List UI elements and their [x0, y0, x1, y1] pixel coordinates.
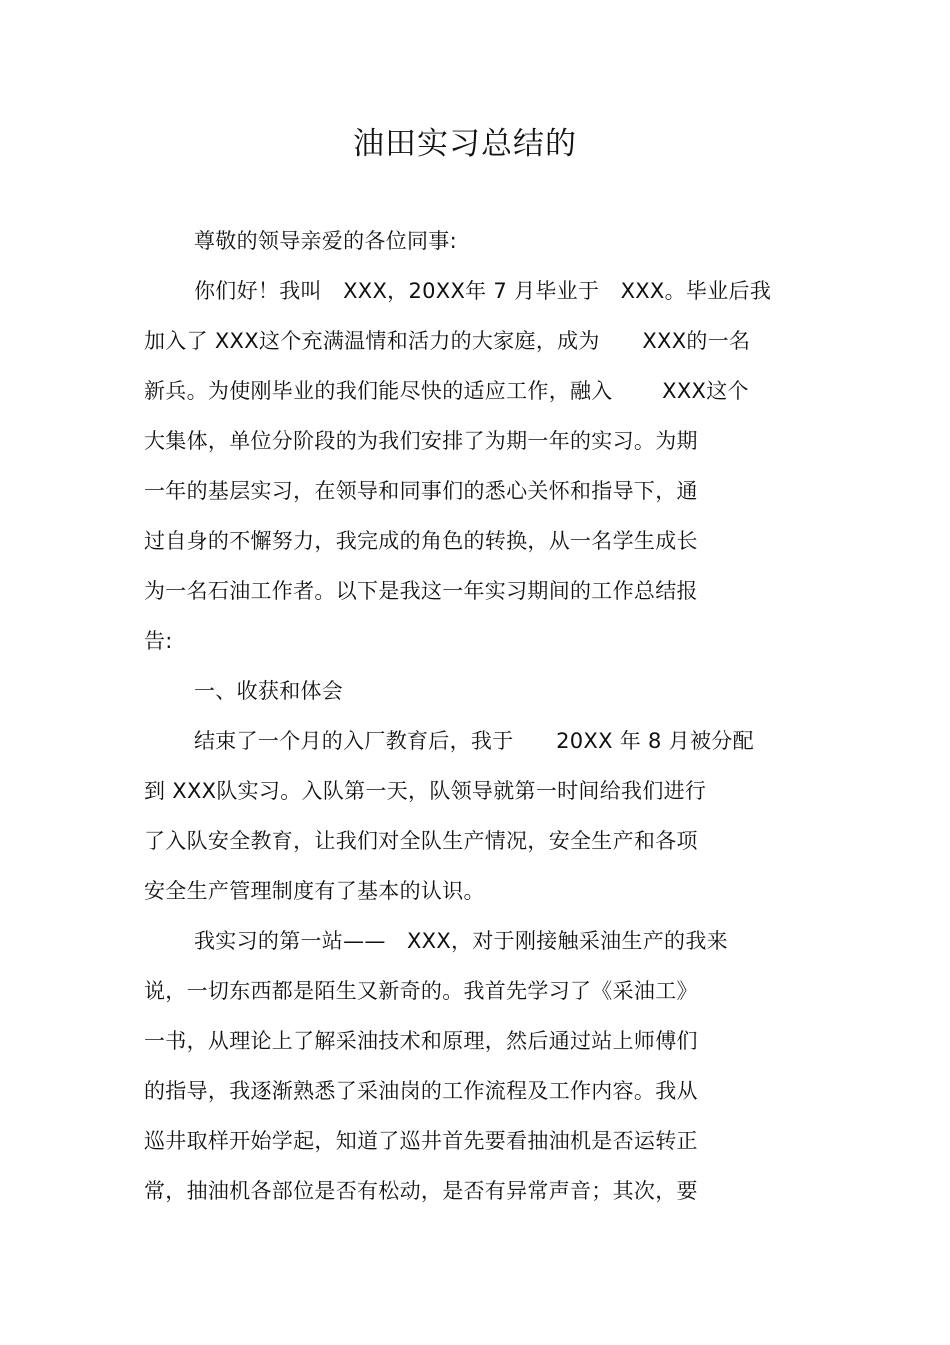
body-line: 告:	[144, 629, 173, 653]
body-line: 说，一切东西都是陌生又新奇的。我首先学习了《采油工》	[144, 979, 698, 1003]
body-line: 大集体，单位分阶段的为我们安排了为期一年的实习。为期	[144, 429, 698, 453]
body-line: 了入队安全教育，让我们对全队生产情况，安全生产和各项	[144, 829, 698, 853]
section-heading: 一、收获和体会	[194, 679, 344, 703]
body-line: 的指导，我逐渐熟悉了采油岗的工作流程及工作内容。我从	[144, 1079, 698, 1103]
body-line: 巡井取样开始学起，知道了巡井首先要看抽油机是否运转正	[144, 1129, 698, 1153]
body-line: 为一名石油工作者。以下是我这一年实习期间的工作总结报	[144, 579, 698, 603]
body-line: 常，抽油机各部位是否有松动，是否有异常声音；其次，要	[144, 1179, 698, 1203]
body-line: 安全生产管理制度有了基本的认识。	[144, 879, 485, 903]
body-line: 一年的基层实习，在领导和同事们的悉心关怀和指导下，通	[144, 479, 698, 503]
body-line: 到 XXX队实习。入队第一天，队领导就第一时间给我们进行	[144, 779, 707, 803]
salutation-line: 尊敬的领导亲爱的各位同事:	[194, 229, 457, 253]
body-line: 你们好！我叫 XXX，20XX年 7 月毕业于 XXX。毕业后我	[194, 279, 772, 303]
body-line: 我实习的第一站—— XXX，对于刚接触采油生产的我来	[194, 929, 728, 953]
body-line: 一书，从理论上了解采油技术和原理，然后通过站上师傅们	[144, 1029, 698, 1053]
document-title: 油田实习总结的	[353, 126, 577, 162]
body-line: 加入了 XXX这个充满温情和活力的大家庭，成为 XXX的一名	[144, 329, 751, 353]
body-line: 结束了一个月的入厂教育后，我于 20XX 年 8 月被分配	[194, 729, 754, 753]
body-line: 新兵。为使刚毕业的我们能尽快的适应工作，融入 XXX这个	[144, 379, 749, 403]
body-line: 过自身的不懈努力，我完成的角色的转换，从一名学生成长	[144, 529, 698, 553]
